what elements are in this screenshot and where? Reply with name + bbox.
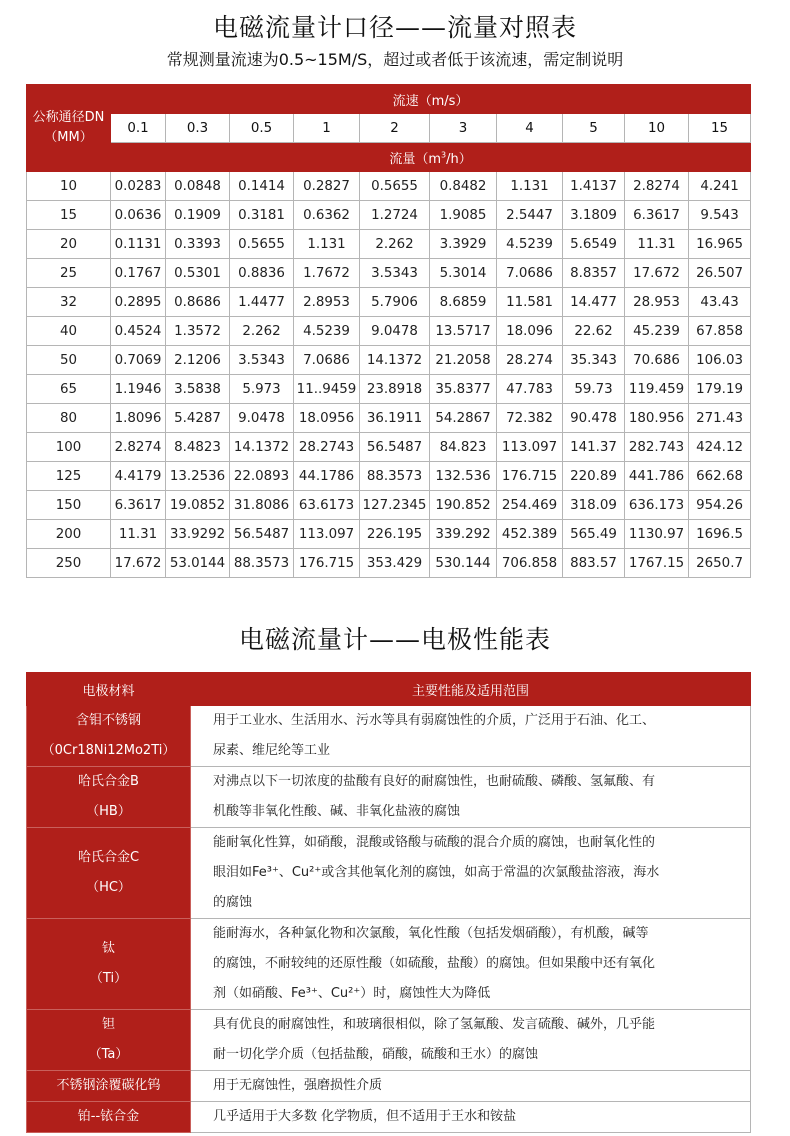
flow-value-cell: 28.953: [625, 288, 689, 317]
description-line: 能耐海水，各种氯化物和次氯酸，氧化性酸（包括发烟硝酸），有机酸，碱等: [213, 926, 649, 941]
description-line: 剂（如硝酸、Fe³⁺、Cu²⁺）时，腐蚀性大为降低: [213, 986, 491, 1001]
flow-table-subtitle: 常规测量流速为0.5~15M/S，超过或者低于该流速，需定制说明: [166, 50, 624, 69]
velocity-cell: 5: [563, 114, 625, 143]
flow-value-cell: 0.1131: [111, 230, 166, 259]
description-line: 能耐氧化性算，如硝酸，混酸或铬酸与硫酸的混合介质的腐蚀，也耐氧化性的: [213, 835, 656, 850]
flow-value-cell: 954.26: [689, 491, 751, 520]
flow-value-cell: 176.715: [294, 549, 360, 578]
table-row: [27, 520, 751, 549]
flow-value-cell: 883.57: [563, 549, 625, 578]
flow-value-cell: 339.292: [430, 520, 497, 549]
flow-value-cell: 88.3573: [360, 462, 430, 491]
flow-value-cell: 190.852: [430, 491, 497, 520]
dn-cell: 10: [27, 172, 111, 201]
table-row: [27, 375, 751, 404]
description-line: 用于无腐蚀性，强磨损性介质: [213, 1078, 383, 1093]
description-line: 几乎适用于大多数 化学物质，但不适用于王水和铵盐: [213, 1109, 517, 1124]
table-row: [27, 549, 751, 578]
flow-value-cell: 4.5239: [497, 230, 563, 259]
flow-value-cell: 54.2867: [430, 404, 497, 433]
table-row: [27, 288, 751, 317]
description-line: 尿素、维尼纶等工业: [213, 743, 331, 758]
flow-value-cell: 4.4179: [111, 462, 166, 491]
material-line: （Ta）: [88, 1047, 129, 1062]
flow-value-cell: 22.0893: [230, 462, 294, 491]
dn-cell: 65: [27, 375, 111, 404]
table-row: [27, 259, 751, 288]
table-row: [27, 706, 751, 767]
table-row: [27, 462, 751, 491]
flow-value-cell: 3.5343: [230, 346, 294, 375]
flow-value-cell: 53.0144: [166, 549, 230, 578]
material-line: 哈氏合金B: [78, 774, 139, 789]
dn-cell: 25: [27, 259, 111, 288]
dn-header-line2: （MM）: [44, 130, 93, 145]
dn-header: [27, 85, 111, 172]
flow-value-cell: 28.2743: [294, 433, 360, 462]
flow-value-cell: 2.8953: [294, 288, 360, 317]
flow-value-cell: 11.31: [625, 230, 689, 259]
velocity-cell: 2: [360, 114, 430, 143]
flow-value-cell: 636.173: [625, 491, 689, 520]
material-line: 钛: [101, 941, 115, 956]
flow-value-cell: 119.459: [625, 375, 689, 404]
velocity-cell: 15: [689, 114, 751, 143]
description-line: 耐一切化学介质（包括盐酸，硝酸，硫酸和王水）的腐蚀: [213, 1047, 539, 1062]
flow-value-cell: 3.5838: [166, 375, 230, 404]
velocity-cell: 4: [497, 114, 563, 143]
flow-value-cell: 2.8274: [111, 433, 166, 462]
description-line: 的腐蚀，不耐较纯的还原性酸（如硫酸，盐酸）的腐蚀。但如果酸中还有氧化: [213, 956, 656, 971]
velocity-cell: 10: [625, 114, 689, 143]
flow-value-cell: 1.1946: [111, 375, 166, 404]
flow-value-cell: 26.507: [689, 259, 751, 288]
flow-value-cell: 18.0956: [294, 404, 360, 433]
flow-value-cell: 0.2895: [111, 288, 166, 317]
flow-value-cell: 254.469: [497, 491, 563, 520]
flow-value-cell: 0.1414: [230, 172, 294, 201]
flow-value-cell: 8.4823: [166, 433, 230, 462]
flow-value-cell: 3.3929: [430, 230, 497, 259]
flow-value-cell: 5.4287: [166, 404, 230, 433]
flow-value-cell: 0.5655: [230, 230, 294, 259]
flow-value-cell: 6.3617: [625, 201, 689, 230]
electrode-description: [191, 1102, 751, 1133]
material-line: 不锈钢涂覆碳化钨: [56, 1078, 161, 1093]
flow-value-cell: 6.3617: [111, 491, 166, 520]
dn-cell: 80: [27, 404, 111, 433]
flow-value-cell: 0.8482: [430, 172, 497, 201]
description-line: 用于工业水、生活用水、污水等具有弱腐蚀性的介质，广泛用于石油、化工、: [213, 713, 656, 728]
dn-cell: 250: [27, 549, 111, 578]
flow-value-cell: 452.389: [497, 520, 563, 549]
material-line: （Ti）: [89, 971, 128, 986]
table-row: [27, 404, 751, 433]
flow-value-cell: 1767.15: [625, 549, 689, 578]
material-line: （HB）: [86, 804, 131, 819]
table-row: [27, 172, 751, 201]
flow-header: 流量$(m^3/h)$: [111, 143, 751, 172]
flow-value-cell: 1130.97: [625, 520, 689, 549]
flow-value-cell: 44.1786: [294, 462, 360, 491]
flow-value-cell: 63.6173: [294, 491, 360, 520]
flow-value-cell: 0.3393: [166, 230, 230, 259]
flow-value-cell: 14.1372: [230, 433, 294, 462]
table-row: [27, 1071, 751, 1102]
flow-value-cell: 5.6549: [563, 230, 625, 259]
material-line: （0Cr18Ni12Mo2Ti）: [41, 743, 176, 758]
flow-value-cell: 1.4137: [563, 172, 625, 201]
velocity-cell: 0.5: [230, 114, 294, 143]
flow-value-cell: 45.239: [625, 317, 689, 346]
flow-value-cell: 141.37: [563, 433, 625, 462]
flow-value-cell: 1.7672: [294, 259, 360, 288]
flow-value-cell: 0.3181: [230, 201, 294, 230]
dn-cell: 50: [27, 346, 111, 375]
flow-value-cell: 0.0283: [111, 172, 166, 201]
flow-value-cell: 4.5239: [294, 317, 360, 346]
electrode-table-title: 电磁流量计——电极性能表: [238, 625, 551, 654]
flow-value-cell: 13.5717: [430, 317, 497, 346]
flow-value-cell: 2.1206: [166, 346, 230, 375]
velocity-cell: 3: [430, 114, 497, 143]
flow-value-cell: 72.382: [497, 404, 563, 433]
table-row: [27, 1102, 751, 1133]
flow-value-cell: 2.262: [230, 317, 294, 346]
flow-value-cell: 0.0636: [111, 201, 166, 230]
electrode-material: [27, 1010, 191, 1071]
flow-table-title: 电磁流量计口径——流量对照表: [212, 13, 577, 42]
flow-value-cell: 0.0848: [166, 172, 230, 201]
flow-value-cell: 17.672: [625, 259, 689, 288]
dn-cell: 40: [27, 317, 111, 346]
flow-value-cell: 0.1767: [111, 259, 166, 288]
electrode-description: [191, 828, 751, 919]
flow-table: [26, 84, 751, 578]
flow-value-cell: 318.09: [563, 491, 625, 520]
electrode-material: [27, 1071, 191, 1102]
table-row: [27, 230, 751, 259]
flow-value-cell: 31.8086: [230, 491, 294, 520]
flow-value-cell: 11.581: [497, 288, 563, 317]
flow-value-cell: 0.6362: [294, 201, 360, 230]
flow-value-cell: 424.12: [689, 433, 751, 462]
electrode-material: [27, 919, 191, 1010]
dn-cell: 200: [27, 520, 111, 549]
electrode-material: [27, 706, 191, 767]
flow-value-cell: 16.965: [689, 230, 751, 259]
flow-value-cell: 113.097: [294, 520, 360, 549]
flow-value-cell: 0.5301: [166, 259, 230, 288]
flow-value-cell: 0.8686: [166, 288, 230, 317]
table-row: [27, 767, 751, 828]
flow-value-cell: 0.8836: [230, 259, 294, 288]
flow-value-cell: 1.131: [294, 230, 360, 259]
flow-value-cell: 1.9085: [430, 201, 497, 230]
flow-value-cell: 22.62: [563, 317, 625, 346]
flow-value-cell: 35.343: [563, 346, 625, 375]
flow-value-cell: 11.31: [111, 520, 166, 549]
flow-value-cell: 1.8096: [111, 404, 166, 433]
flow-value-cell: 5.973: [230, 375, 294, 404]
flow-value-cell: 2.5447: [497, 201, 563, 230]
flow-value-cell: 0.5655: [360, 172, 430, 201]
electrode-description: [191, 1010, 751, 1071]
table-row: [27, 346, 751, 375]
flow-value-cell: 706.858: [497, 549, 563, 578]
flow-value-cell: 113.097: [497, 433, 563, 462]
flow-value-cell: 2.262: [360, 230, 430, 259]
flow-value-cell: 179.19: [689, 375, 751, 404]
velocity-cell: 1: [294, 114, 360, 143]
flow-value-cell: 7.0686: [497, 259, 563, 288]
description-line: 的腐蚀: [213, 895, 253, 910]
flow-value-cell: 5.7906: [360, 288, 430, 317]
flow-value-cell: 1.131: [497, 172, 563, 201]
flow-value-cell: 5.3014: [430, 259, 497, 288]
dn-cell: 15: [27, 201, 111, 230]
flow-value-cell: 35.8377: [430, 375, 497, 404]
flow-value-cell: 28.274: [497, 346, 563, 375]
flow-value-cell: 353.429: [360, 549, 430, 578]
table-row: [27, 317, 751, 346]
flow-value-cell: 47.783: [497, 375, 563, 404]
flow-value-cell: 19.0852: [166, 491, 230, 520]
flow-value-cell: 23.8918: [360, 375, 430, 404]
flow-value-cell: 106.03: [689, 346, 751, 375]
flow-value-cell: 88.3573: [230, 549, 294, 578]
flow-value-cell: 11..9459: [294, 375, 360, 404]
flow-value-cell: 18.096: [497, 317, 563, 346]
description-line: 具有优良的耐腐蚀性，和玻璃很相似，除了氢氟酸、发言硫酸、碱外，几乎能: [213, 1017, 656, 1032]
table-row: [27, 919, 751, 1010]
flow-value-cell: 662.68: [689, 462, 751, 491]
flow-value-cell: 13.2536: [166, 462, 230, 491]
electrode-table: [26, 672, 751, 1133]
flow-value-cell: 0.2827: [294, 172, 360, 201]
table-row: [27, 491, 751, 520]
dn-cell: 100: [27, 433, 111, 462]
material-line: （HC）: [86, 880, 131, 895]
flow-value-cell: 565.49: [563, 520, 625, 549]
flow-value-cell: 43.43: [689, 288, 751, 317]
electrode-description: [191, 767, 751, 828]
material-line: 铂--铱合金: [77, 1109, 140, 1124]
flow-value-cell: 70.686: [625, 346, 689, 375]
flow-value-cell: 1.4477: [230, 288, 294, 317]
flow-value-cell: 9.0478: [360, 317, 430, 346]
flow-value-cell: 59.73: [563, 375, 625, 404]
flow-value-cell: 0.1909: [166, 201, 230, 230]
flow-value-cell: 176.715: [497, 462, 563, 491]
flow-value-cell: 530.144: [430, 549, 497, 578]
electrode-material: [27, 1102, 191, 1133]
dn-header-line1: 公称通径DN: [32, 110, 105, 125]
flow-value-cell: 67.858: [689, 317, 751, 346]
flow-value-cell: 180.956: [625, 404, 689, 433]
flow-value-cell: 9.0478: [230, 404, 294, 433]
col-header-properties: 主要性能及适用范围: [191, 673, 751, 706]
dn-cell: 20: [27, 230, 111, 259]
electrode-description: [191, 919, 751, 1010]
flow-value-cell: 14.1372: [360, 346, 430, 375]
flow-value-cell: 90.478: [563, 404, 625, 433]
flow-value-cell: 56.5487: [230, 520, 294, 549]
description-line: 眼泪如Fe³⁺、Cu²⁺或含其他氧化剂的腐蚀，如高于常温的次氯酸盐溶液，海水: [213, 865, 660, 880]
flow-value-cell: 4.241: [689, 172, 751, 201]
flow-value-cell: 271.43: [689, 404, 751, 433]
flow-value-cell: 282.743: [625, 433, 689, 462]
flow-value-cell: 33.9292: [166, 520, 230, 549]
flow-value-cell: 441.786: [625, 462, 689, 491]
dn-cell: 150: [27, 491, 111, 520]
table-row: [27, 201, 751, 230]
table-row: [27, 433, 751, 462]
flow-value-cell: 226.195: [360, 520, 430, 549]
electrode-description: [191, 706, 751, 767]
flow-value-cell: 0.7069: [111, 346, 166, 375]
flow-value-cell: 127.2345: [360, 491, 430, 520]
flow-value-cell: 8.8357: [563, 259, 625, 288]
velocity-cell: 0.1: [111, 114, 166, 143]
description-line: 对沸点以下一切浓度的盐酸有良好的耐腐蚀性，也耐硫酸、磷酸、氢氟酸、有: [213, 774, 656, 789]
velocity-header: 流速（m/s）: [111, 85, 751, 114]
table-row: [27, 828, 751, 919]
flow-value-cell: 1.3572: [166, 317, 230, 346]
material-line: 含钼不锈钢: [75, 713, 141, 728]
description-line: 机酸等非氧化性酸、碱、非氧化盐液的腐蚀: [213, 804, 461, 819]
col-header-material: 电极材料: [27, 673, 191, 706]
flow-value-cell: 17.672: [111, 549, 166, 578]
material-line: 钽: [101, 1017, 115, 1032]
flow-value-cell: 3.1809: [563, 201, 625, 230]
flow-value-cell: 21.2058: [430, 346, 497, 375]
flow-value-cell: 14.477: [563, 288, 625, 317]
flow-value-cell: 8.6859: [430, 288, 497, 317]
flow-value-cell: 220.89: [563, 462, 625, 491]
flow-value-cell: 56.5487: [360, 433, 430, 462]
electrode-material: [27, 828, 191, 919]
flow-value-cell: 9.543: [689, 201, 751, 230]
flow-value-cell: 2650.7: [689, 549, 751, 578]
flow-value-cell: 84.823: [430, 433, 497, 462]
material-line: 哈氏合金C: [77, 850, 140, 865]
flow-value-cell: 1.2724: [360, 201, 430, 230]
flow-value-cell: 2.8274: [625, 172, 689, 201]
flow-value-cell: 0.4524: [111, 317, 166, 346]
flow-value-cell: 3.5343: [360, 259, 430, 288]
dn-cell: 32: [27, 288, 111, 317]
electrode-description: [191, 1071, 751, 1102]
dn-cell: 125: [27, 462, 111, 491]
flow-value-cell: 132.536: [430, 462, 497, 491]
flow-value-cell: 1696.5: [689, 520, 751, 549]
flow-value-cell: 7.0686: [294, 346, 360, 375]
electrode-material: [27, 767, 191, 828]
flow-value-cell: 36.1911: [360, 404, 430, 433]
velocity-cell: 0.3: [166, 114, 230, 143]
table-row: [27, 1010, 751, 1071]
